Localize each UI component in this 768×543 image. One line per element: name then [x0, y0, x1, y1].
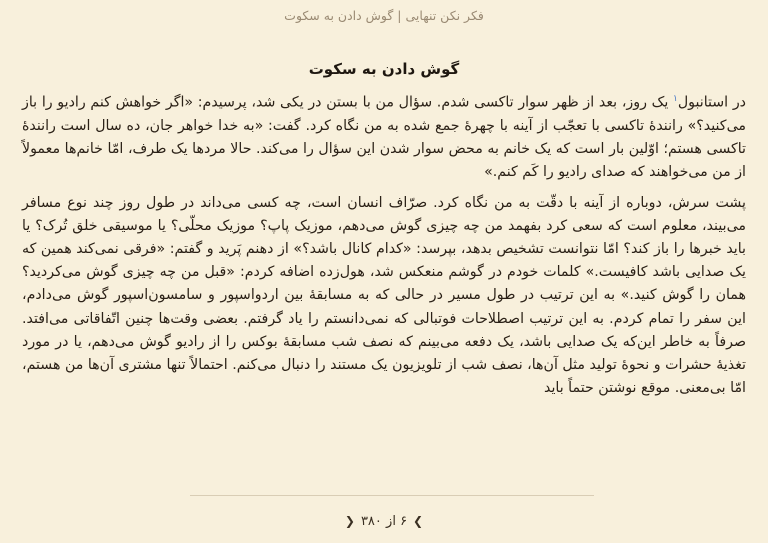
previous-page-icon[interactable]: ❯	[413, 514, 424, 528]
reading-text	[22, 88, 746, 407]
next-page-icon[interactable]: ❮	[344, 514, 355, 528]
paragraph-text: در استانبول	[677, 94, 746, 111]
page-navigator	[0, 514, 768, 529]
divider	[190, 495, 594, 496]
running-header: فکر نکن تنهایی | گوش دادن به سکوت	[284, 8, 484, 23]
page-indicator: ۶ از ۳۸۰	[360, 514, 408, 529]
paragraph-text: یک روز، بعد از ظهر سوار تاکسی شدم. سؤال من با بستن در یکی شد، پرسیدم: «اگر خواهش کنم رادیو را باز می‌کنید؟» رانندهٔ تاکسی با تعجّب از آینه با چهرهٔ جمع شده به من نگاه کرد. گفت: «به خدا خواهر جان، ده سال است رانندهٔ تاکسی هستم؛ اوّلین بار است که یک خانم به محض سوار شدن این سؤال را می‌کند. حالا مردها یک طرف، امّا خانم‌ها معمولاً از من می‌خواهند که صدای رادیو را کَم کنم.»	[22, 94, 746, 181]
chapter-title: گوش دادن به سکوت	[308, 60, 460, 78]
paragraph: پشت سرش، دوباره از آینه با دقّت به من نگاه کرد. صرّاف انسان است، چه کسی می‌داند در طول روز چند نوع مسافر می‌بیند، معلوم است که سعی کرد بفهمد من چه چیزی گوش می‌دهم، موزیک پاپ؟ موزیک محلّی؟ یا موسیقی خلق تُرک؟ یا باید خبرها را باز کند؟ امّا نتوانست تشخیص بدهد، بپرسد: «کدام کانال باشد؟» از دهنم پَرید و گفتم: «فرقی نمی‌کند همین که یک صدایی باشد کافیست.» کلمات خودم در گوشم منعکس شد، هول‌زده اضافه کردم: «قبل من چه چیزی گوش می‌کردید؟ همان را گوش کنید.» به این ترتیب در طول مسیر در حالی که به مسابقهٔ بین اردواسپور و سامسون‌اسپور گوش می‌دادم، این سفر را تمام کردم. به این ترتیب اصطلاحات فوتبالی که نمی‌دانستم را یاد گرفتم. بعضی وقت‌ها چنین اتّفاقاتی می‌افتد. صرفاً به خاطر این‌که یک صدایی باشد، یک دفعه می‌بینم که نصف شب مسابقهٔ بوکس را از رادیو گوش می‌دهم، یا در مورد تغذیهٔ حشرات و نحوهٔ تولید مثل آن‌ها، نصف شب از تلویزیون یک مستند را دنبال می‌کنم. احتمالاً تنها مشتری آن‌ها من هستم، امّا بی‌معنی. موقع نوشتن حتماً باید	[22, 194, 746, 397]
paragraph	[22, 88, 746, 185]
footnote-link[interactable]: ۱	[672, 94, 678, 104]
